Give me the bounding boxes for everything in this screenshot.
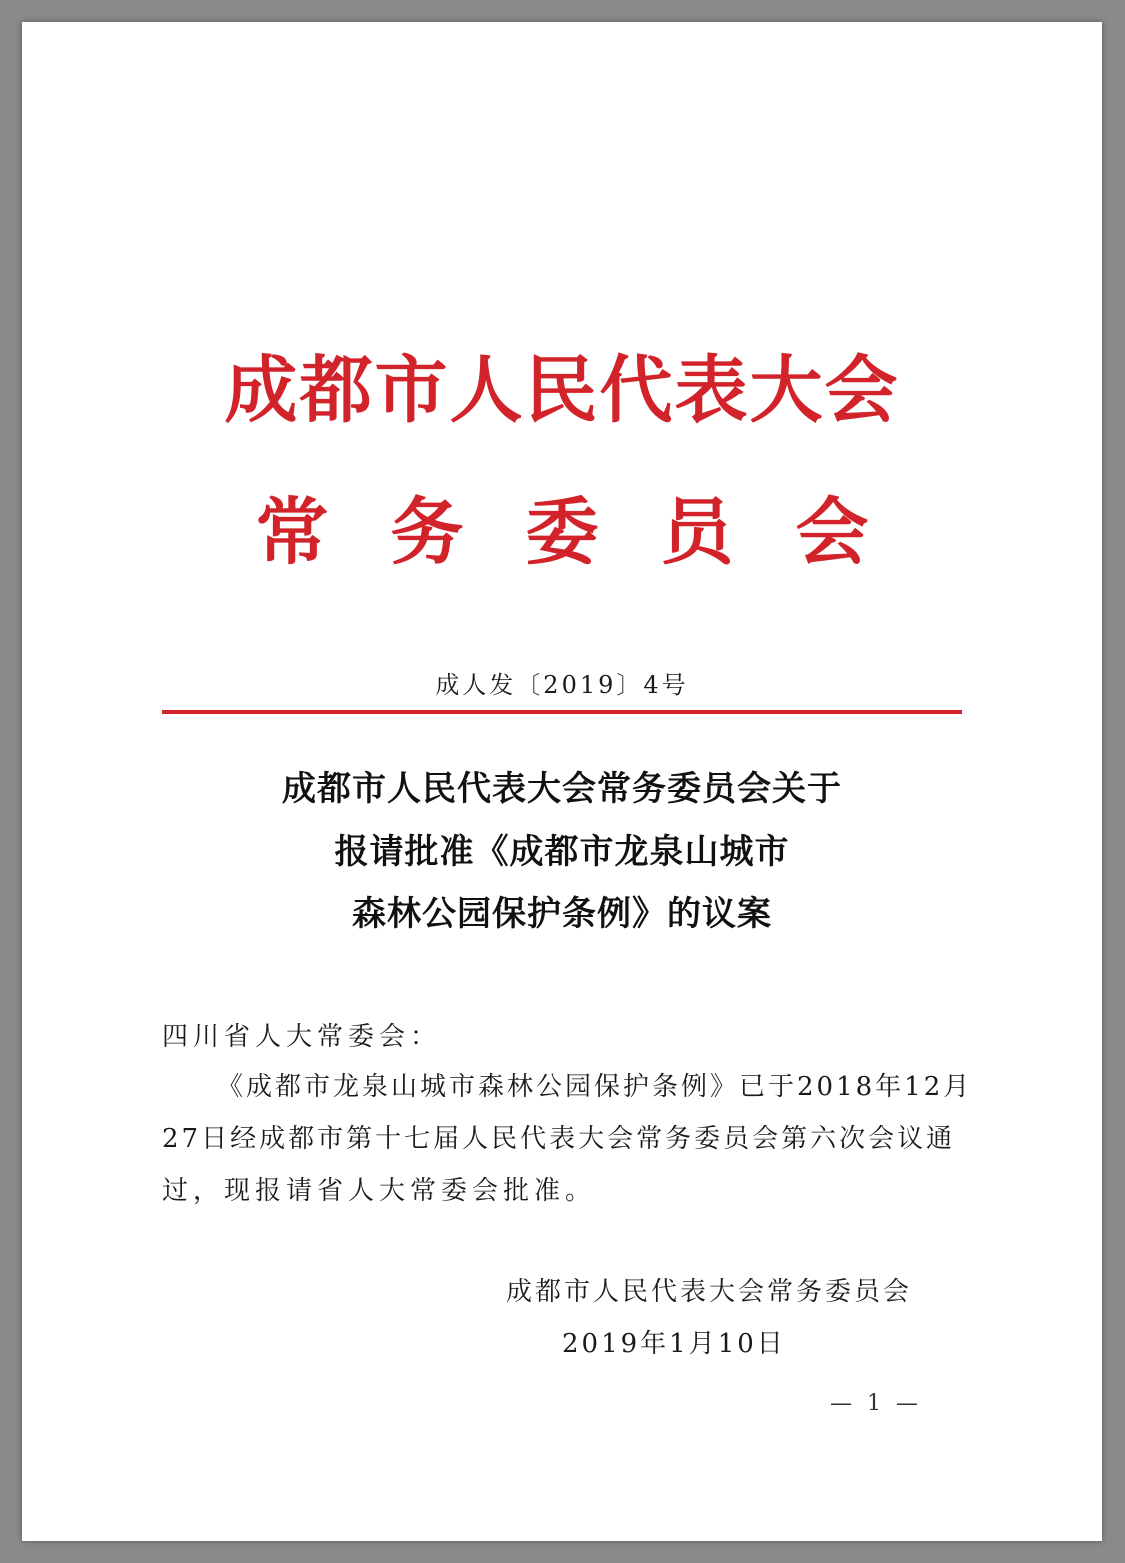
- page-number: — 1 —: [830, 1391, 922, 1416]
- signature-date: 2019年1月10日: [562, 1329, 786, 1359]
- issuing-organization-line2: 常务委员会: [255, 489, 931, 575]
- issuing-organization-line1: 成都市人民代表大会: [224, 347, 900, 433]
- document-page: [22, 22, 1102, 1541]
- document-title-line2: 报请批准《成都市龙泉山城市: [334, 832, 790, 872]
- salutation: 四川省人大常委会：: [162, 1022, 442, 1052]
- signature-organization: 成都市人民代表大会常务委员会: [506, 1277, 913, 1307]
- document-title-line1: 成都市人民代表大会常务委员会关于: [282, 769, 842, 809]
- document-number: 成人发〔2019〕4号: [435, 671, 689, 699]
- body-paragraph-line1: 《成都市龙泉山城市森林公园保护条例》已于2018年12月: [217, 1072, 973, 1102]
- document-title-line3: 森林公园保护条例》的议案: [352, 894, 772, 934]
- body-paragraph-line3: 过，现报请省人大常委会批准。: [162, 1176, 597, 1206]
- red-divider-line: [162, 710, 962, 714]
- body-paragraph-line2: 27日经成都市第十七届人民代表大会常务委员会第六次会议通: [162, 1124, 956, 1154]
